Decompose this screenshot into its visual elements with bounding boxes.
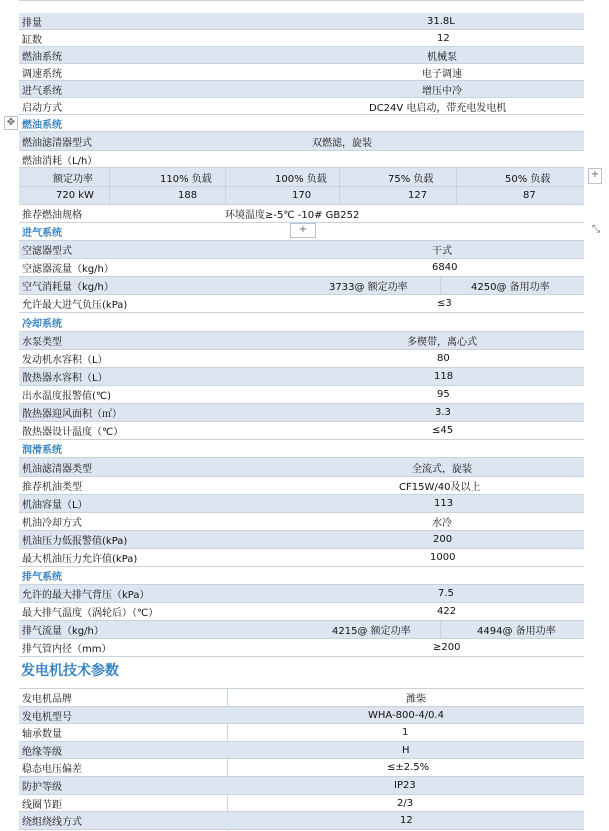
value-cylinders: 12 bbox=[437, 32, 450, 44]
gen-label-brand: 发电机品牌 bbox=[22, 694, 72, 705]
gen-label-insulation: 绝缘等级 bbox=[22, 746, 62, 758]
gen-value-winding: 12 bbox=[400, 815, 413, 826]
label-displacement: 排量 bbox=[22, 17, 42, 29]
label-air-filter-flow: 空滤器流量（kg/h） bbox=[22, 264, 114, 275]
gen-label-bearings: 轴承数量 bbox=[22, 729, 62, 740]
row-radiator-design bbox=[19, 422, 584, 440]
label-pump-type: 水泵类型 bbox=[22, 337, 62, 348]
gen-row-pitch bbox=[19, 795, 584, 812]
label-air-filter-type: 空滤器型式 bbox=[22, 246, 72, 257]
col-divider bbox=[225, 168, 226, 205]
row-cylinders bbox=[19, 30, 584, 47]
label-engine-water: 发动机水容积（L） bbox=[22, 355, 108, 366]
label-oil-max-pressure: 最大机油压力允许值(kPa) bbox=[22, 554, 138, 565]
value-air-filter-type: 干式 bbox=[432, 246, 452, 257]
value-radiator-area: 3.3 bbox=[435, 407, 451, 418]
value-air-consumption-rated: 3733@ 额定功率 bbox=[329, 282, 408, 293]
value-oil-low-alarm: 200 bbox=[433, 534, 453, 545]
add-row-icon[interactable]: + bbox=[290, 223, 316, 238]
col-divider bbox=[456, 168, 457, 205]
gen-label-voltage-dev: 稳态电压偏差 bbox=[22, 764, 82, 775]
value-oil-type: CF15W/40及以上 bbox=[399, 482, 481, 493]
value-oil-cooling: 水冷 bbox=[432, 518, 452, 529]
row-pump-type bbox=[19, 332, 584, 350]
row-exhaust-flow bbox=[19, 621, 584, 639]
value-governor: 电子调速 bbox=[422, 68, 462, 80]
table-move-handle-icon[interactable]: ✥ bbox=[4, 116, 18, 130]
value-radiator-design: ≤45 bbox=[432, 425, 454, 436]
row-max-negative bbox=[19, 295, 584, 313]
load-value-50: 87 bbox=[523, 190, 536, 201]
row-recommended-fuel bbox=[19, 205, 584, 223]
value-fuel-system: 机械泵 bbox=[427, 51, 457, 63]
label-oil-filter: 机油滤清器类型 bbox=[22, 463, 92, 475]
gen-row-bearings bbox=[19, 724, 584, 742]
label-back-pressure: 允许的最大排气背压（kPa） bbox=[22, 590, 150, 601]
row-governor bbox=[19, 64, 584, 81]
section-fuel-title: 燃油系统 bbox=[19, 115, 584, 132]
row-radiator-water bbox=[19, 368, 584, 386]
section-intake-title: 进气系统 bbox=[19, 223, 584, 241]
load-value-75: 127 bbox=[408, 190, 428, 201]
col-divider bbox=[440, 621, 441, 639]
value-fuel-filter: 双燃滤，旋装 bbox=[312, 137, 372, 149]
load-value-110: 188 bbox=[178, 190, 198, 201]
value-displacement: 31.8L bbox=[427, 15, 455, 27]
row-engine-water bbox=[19, 350, 584, 368]
gen-label-protection: 防护等级 bbox=[22, 782, 62, 793]
row-air-filter-flow bbox=[19, 259, 584, 277]
label-recommended-fuel: 推荐燃油规格 bbox=[22, 210, 82, 221]
value-max-exhaust-temp: 422 bbox=[437, 606, 457, 617]
load-header-50: 50% 负载 bbox=[505, 173, 551, 185]
row-oil-low-alarm bbox=[19, 531, 584, 549]
row-fuel-system bbox=[19, 47, 584, 64]
label-outlet-alarm: 出水温度报警值(℃) bbox=[22, 391, 112, 402]
value-recommended-fuel: 环境温度≥-5℃ -10# GB252 bbox=[225, 210, 360, 221]
value-start-mode: DC24V 电启动，带充电发电机 bbox=[369, 102, 507, 114]
row-start-mode bbox=[19, 98, 584, 115]
label-oil-capacity: 机油容量（L） bbox=[22, 500, 88, 511]
col-divider bbox=[440, 277, 441, 295]
row-oil-max-pressure bbox=[19, 549, 584, 567]
value-oil-max-pressure: 1000 bbox=[430, 552, 456, 563]
row-pipe-diameter bbox=[19, 639, 584, 657]
row-oil-type bbox=[19, 477, 584, 495]
value-air-filter-flow: 6840 bbox=[432, 262, 458, 273]
section-cooling-title: 冷却系统 bbox=[19, 313, 584, 332]
label-fuel-system: 燃油系统 bbox=[22, 51, 62, 63]
section-lube-title: 润滑系统 bbox=[19, 440, 584, 458]
label-radiator-water: 散热器水容积（L） bbox=[22, 373, 108, 384]
label-oil-type: 推荐机油类型 bbox=[22, 482, 82, 493]
col-divider bbox=[339, 168, 340, 205]
label-oil-low-alarm: 机油压力低报警值(kPa) bbox=[22, 536, 128, 547]
gen-value-brand: 潍柴 bbox=[406, 694, 426, 705]
row-fuel-filter bbox=[19, 132, 584, 151]
gen-row-model bbox=[19, 707, 584, 724]
gen-value-model: WHA-800-4/0.4 bbox=[368, 709, 444, 721]
gen-value-protection: IP23 bbox=[394, 780, 416, 791]
row-radiator-area bbox=[19, 404, 584, 422]
label-exhaust-flow: 排气流量（kg/h） bbox=[22, 626, 104, 637]
value-oil-filter: 全流式，旋装 bbox=[412, 463, 472, 475]
label-governor: 调速系统 bbox=[22, 68, 62, 80]
label-radiator-design: 散热器设计温度（℃） bbox=[22, 427, 124, 438]
label-start-mode: 启动方式 bbox=[22, 102, 62, 114]
label-radiator-area: 散热器迎风面积（㎡） bbox=[22, 409, 122, 420]
label-fuel-filter: 燃油滤清器型式 bbox=[22, 137, 92, 149]
gen-label-winding: 绕组绕线方式 bbox=[22, 817, 82, 828]
gen-label-pitch: 线圈节距 bbox=[22, 799, 62, 811]
load-header-110: 110% 负载 bbox=[160, 173, 212, 185]
row-back-pressure bbox=[19, 585, 584, 603]
label-intake-system: 进气系统 bbox=[22, 85, 62, 97]
value-intake-system: 增压中冷 bbox=[422, 85, 462, 97]
label-fuel-consumption: 燃油消耗（L/h） bbox=[22, 155, 98, 167]
load-header-rated: 额定功率 bbox=[53, 173, 93, 185]
table-top-border bbox=[19, 0, 584, 1]
gen-row-voltage-dev bbox=[19, 759, 584, 777]
gen-value-voltage-dev: ≤±2.5% bbox=[387, 762, 430, 773]
label-air-consumption: 空气消耗量（kg/h） bbox=[22, 282, 114, 293]
row-air-filter-type bbox=[19, 241, 584, 259]
row-fuel-consumption bbox=[19, 151, 584, 168]
row-displacement bbox=[19, 13, 584, 30]
value-back-pressure: 7.5 bbox=[438, 588, 454, 599]
gen-row-protection bbox=[19, 777, 584, 795]
value-outlet-alarm: 95 bbox=[437, 389, 450, 400]
resize-table-icon[interactable]: ⤡ bbox=[592, 224, 600, 235]
gen-row-winding bbox=[19, 812, 584, 830]
value-exhaust-flow-rated: 4215@ 额定功率 bbox=[332, 626, 411, 637]
row-oil-cooling bbox=[19, 513, 584, 531]
gen-value-bearings: 1 bbox=[402, 727, 409, 738]
load-header-100: 100% 负载 bbox=[275, 173, 327, 185]
load-value-100: 170 bbox=[292, 190, 312, 201]
gen-row-insulation bbox=[19, 742, 584, 759]
add-column-icon[interactable]: + bbox=[588, 168, 602, 184]
value-pipe-diameter: ≥200 bbox=[433, 642, 461, 653]
label-oil-cooling: 机油冷却方式 bbox=[22, 518, 82, 529]
gen-value-insulation: H bbox=[402, 744, 410, 756]
gen-value-pitch: 2/3 bbox=[397, 797, 414, 809]
label-max-exhaust-temp: 最大排气温度（涡轮后）（℃） bbox=[22, 608, 159, 619]
label-max-negative: 允许最大进气负压(kPa) bbox=[22, 300, 128, 311]
row-oil-capacity bbox=[19, 495, 584, 513]
load-value-rated: 720 kW bbox=[56, 190, 94, 201]
generator-heading: 发电机技术参数 bbox=[21, 663, 119, 679]
row-air-consumption bbox=[19, 277, 584, 295]
value-air-consumption-standby: 4250@ 备用功率 bbox=[471, 282, 550, 293]
value-radiator-water: 118 bbox=[434, 371, 454, 382]
row-outlet-alarm bbox=[19, 386, 584, 404]
section-exhaust-title: 排气系统 bbox=[19, 567, 584, 585]
row-intake-system bbox=[19, 81, 584, 98]
label-pipe-diameter: 排气管内径（mm） bbox=[22, 644, 112, 655]
row-max-exhaust-temp bbox=[19, 603, 584, 621]
label-cylinders: 缸数 bbox=[22, 34, 42, 46]
gen-row-brand bbox=[19, 689, 584, 707]
load-header-75: 75% 负载 bbox=[388, 173, 434, 185]
col-divider bbox=[109, 168, 110, 205]
value-engine-water: 80 bbox=[437, 353, 450, 364]
value-max-negative: ≤3 bbox=[437, 298, 452, 309]
value-pump-type: 多楔带，离心式 bbox=[407, 337, 477, 348]
row-load-values bbox=[19, 187, 584, 205]
gen-label-model: 发电机型号 bbox=[22, 711, 72, 723]
value-oil-capacity: 113 bbox=[434, 498, 454, 509]
row-load-headers bbox=[19, 168, 584, 187]
row-oil-filter bbox=[19, 458, 584, 477]
value-exhaust-flow-standby: 4494@ 备用功率 bbox=[477, 626, 556, 637]
